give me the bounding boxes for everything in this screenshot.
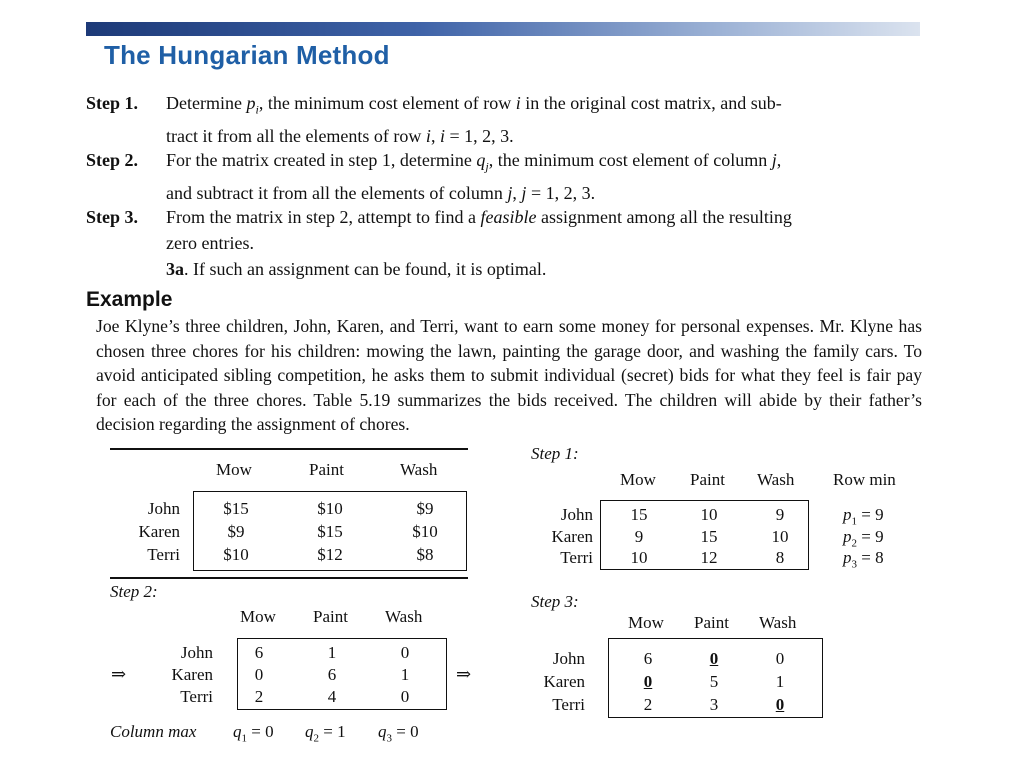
cost-col-wash: Wash [400,460,438,479]
step-2-text-c: , [776,150,782,170]
step-2-text-b: , the minimum cost element of column [488,150,772,170]
step3-cell: 0 [775,649,785,668]
step-3-line2: zero entries. [166,233,254,253]
step1-cell: 9 [775,505,785,524]
cost-cell: $10 [223,545,249,564]
step2-cell: 1 [400,665,410,684]
colmax-value: = 0 [392,722,419,741]
step-2-symbol: q [476,150,486,170]
rowmin-symbol: p [843,548,852,567]
title-bar-decoration [86,22,920,36]
step-2-line2: and subtract it from all the elements of column [166,182,508,203]
rowmin-symbol: p [843,527,852,546]
page-title: The Hungarian Method [104,40,390,70]
step2-right-arrow: ⇒ [456,664,472,684]
example-heading: Example [86,288,173,311]
colmax-subscript: 3 [386,732,392,745]
cost-table-top-rule [110,448,468,450]
step3-cell-assigned: 0 [709,649,719,668]
step1-cell: 10 [630,548,648,567]
step1-col-paint: Paint [690,470,725,489]
step-1-line2-tail: = 1, 2, 3. [444,125,514,146]
step2-colmax-3 [378,722,419,744]
step2-colmax-1 [233,722,274,744]
cost-row-terri: Terri [147,545,180,564]
cost-cell: $12 [317,545,343,564]
step3-row-karen: Karen [543,672,585,691]
step-2-line2-end: , [512,182,522,203]
step-2-line2-tail: = 1, 2, 3. [526,182,596,203]
step1-cell: 15 [700,527,718,546]
rowmin-subscript: 1 [851,515,857,528]
step2-cell: 0 [400,643,410,662]
cost-col-paint: Paint [309,460,344,479]
step3-row-john: John [552,649,585,668]
step1-rowmin-1 [843,505,884,527]
step3-cell-assigned: 0 [643,672,653,691]
step1-cell: 8 [775,548,785,567]
step-3 [86,204,926,256]
step1-rowmin-3 [843,548,884,570]
step-1-var: i [515,93,521,113]
step-2-label: Step 2. [86,150,139,170]
rowmin-value: = 8 [857,548,884,567]
step-2-var: j [771,150,777,170]
step1-cell: 10 [771,527,789,546]
step1-row-terri: Terri [560,548,593,567]
step2-row-karen: Karen [171,665,213,684]
step1-cell: 10 [700,505,718,524]
step2-colmax-2 [305,722,346,744]
step1-cell: 15 [630,505,648,524]
step2-label: Step 2: [110,582,158,601]
step2-cell: 0 [254,665,264,684]
step3-col-mow: Mow [628,613,664,632]
step3-cell: 1 [775,672,785,691]
colmax-subscript: 1 [241,732,247,745]
step-2-subscript: j [485,159,489,174]
rowmin-value: = 9 [857,527,884,546]
step2-col-wash: Wash [385,607,423,626]
step-1-label: Step 1. [86,93,139,113]
step1-label: Step 1: [531,444,579,463]
step-1-line2-end: , [430,125,440,146]
cost-table-bottom-rule [110,577,468,579]
step-3-emphasis: feasible [480,207,537,227]
cost-row-karen: Karen [138,522,180,541]
step2-cell: 6 [327,665,337,684]
step-3-label: Step 3. [86,207,139,227]
step2-cell: 6 [254,643,264,662]
step3-cell: 5 [709,672,719,691]
cost-cell: $10 [412,522,438,541]
step-2-line2-var2: j [521,182,527,203]
step-3a-label: 3a [166,259,184,279]
step-3a [166,256,546,282]
step1-col-mow: Mow [620,470,656,489]
step2-cell: 1 [327,643,337,662]
step2-row-terri: Terri [180,687,213,706]
step-2-text-a: For the matrix created in step 1, determine [166,150,477,170]
colmax-value: = 1 [319,722,346,741]
cost-cell: $8 [416,545,434,564]
step-1-subscript: i [255,102,259,117]
step-1-line2-var: i [425,125,431,146]
rowmin-subscript: 3 [851,558,857,571]
rowmin-symbol: p [843,505,852,524]
cost-col-mow: Mow [216,460,252,479]
step-3-text-b: assignment among all the resulting [536,207,792,227]
step-1-symbol: p [246,93,256,113]
cost-cell: $15 [317,522,343,541]
step1-col-wash: Wash [757,470,795,489]
colmax-subscript: 2 [313,732,319,745]
step3-cell: 2 [643,695,653,714]
step3-cell: 3 [709,695,719,714]
colmax-symbol: q [233,722,242,741]
cost-cell: $10 [317,499,343,518]
rowmin-value: = 9 [857,505,884,524]
step1-row-john: John [560,505,593,524]
step3-cell-assigned: 0 [775,695,785,714]
cost-cell: $9 [416,499,434,518]
step-3a-text: . If such an assignment can be found, it is optimal. [184,259,547,279]
step1-rowmin-2 [843,527,884,549]
step-2 [86,147,926,206]
colmax-value: = 0 [247,722,274,741]
rowmin-subscript: 2 [851,537,857,550]
step2-cell: 4 [327,687,337,706]
step2-cell: 2 [254,687,264,706]
step1-cell: 9 [634,527,644,546]
step3-label: Step 3: [531,592,579,611]
step2-cell: 0 [400,687,410,706]
step1-rowmin-header: Row min [833,470,896,489]
colmax-symbol: q [305,722,314,741]
step3-col-wash: Wash [759,613,797,632]
step-1-line2-var2: i [439,125,445,146]
step-3-text-a: From the matrix in step 2, attempt to find a [166,207,481,227]
step1-row-karen: Karen [551,527,593,546]
step-1-line2: tract it from all the elements of row [166,125,426,146]
step3-col-paint: Paint [694,613,729,632]
cost-row-john: John [147,499,180,518]
step1-cell: 12 [700,548,718,567]
step-1 [86,90,926,149]
cost-cell: $15 [223,499,249,518]
step2-colmax-label: Column max [110,722,197,741]
example-paragraph: Joe Klyne’s three children, John, Karen, and Terri, want to earn some money for personal expenses. Mr. Klyne has chosen three chores for his children: mowing the lawn, painting the garage door, and washing the family cars. To avoid anticipated sibling competition, he asks them to submit individual (secret) bids for what they feel is fair pay for each of the three chores. Table 5.19 summarizes the bids received. The children will abide by their father’s decision regarding the assignment of chores. [96,316,922,435]
step3-row-terri: Terri [552,695,585,714]
colmax-symbol: q [378,722,387,741]
step2-col-mow: Mow [240,607,276,626]
step2-col-paint: Paint [313,607,348,626]
step-1-text-b: , the minimum cost element of row [258,93,516,113]
step2-left-arrow: ⇒ [111,664,127,684]
step2-row-john: John [180,643,213,662]
step-1-text-a: Determine [166,93,247,113]
step-2-line2-var: j [507,182,513,203]
step3-cell: 6 [643,649,653,668]
cost-cell: $9 [227,522,245,541]
step-1-text-c: in the original cost matrix, and sub- [520,93,782,113]
